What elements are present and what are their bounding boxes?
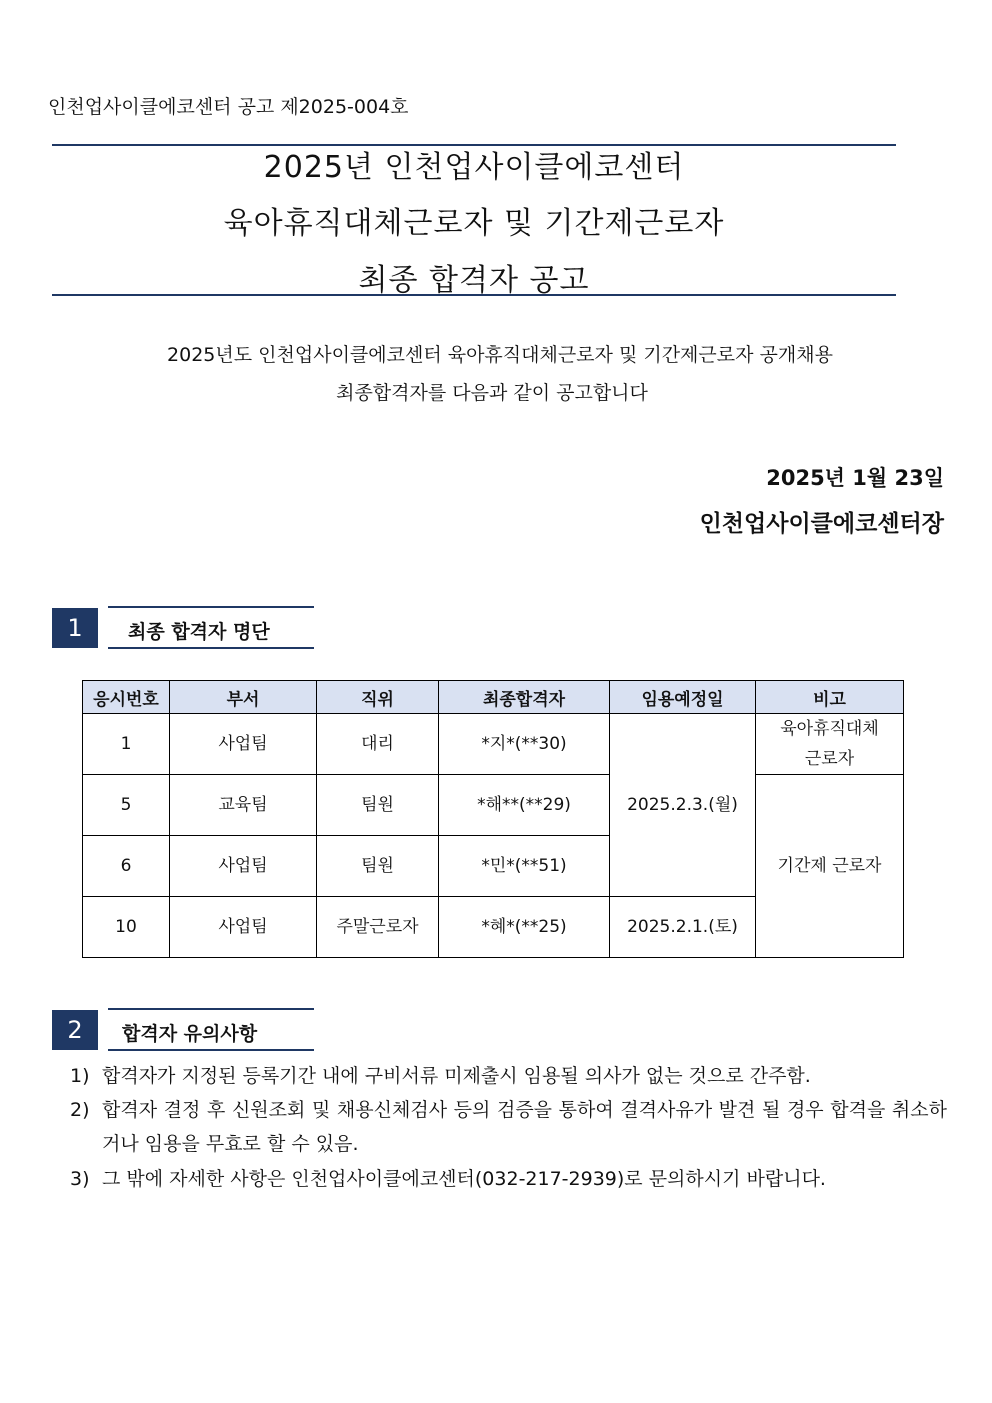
- intro-line-2: 최종합격자를 다음과 같이 공고합니다: [336, 382, 648, 404]
- section-2-title: 합격자 유의사항: [122, 1023, 258, 1045]
- note-number: 1): [70, 1065, 90, 1087]
- remark-line-1: 육아휴직대체: [780, 719, 879, 739]
- cell-position: 대리: [317, 714, 439, 775]
- cell-remark-group-2: 기간제 근로자: [756, 775, 904, 958]
- section-1-number: 1: [52, 608, 98, 648]
- title-line-2: 육아휴직대체근로자 및 기간제근로자: [223, 206, 725, 241]
- notice-date: 2025년 1월 23일: [766, 466, 944, 490]
- cell-department: 사업팀: [170, 836, 317, 897]
- title-line-3: 최종 합격자 공고: [358, 263, 590, 298]
- header-start-date: 임용예정일: [610, 681, 756, 714]
- cell-candidate: *민*(**51): [439, 836, 610, 897]
- notice-number: 인천업사이클에코센터 공고 제2025-004호: [48, 96, 409, 118]
- note-item-1: [70, 1059, 950, 1093]
- cell-position: 팀원: [317, 775, 439, 836]
- note-text: 그 밖에 자세한 사항은 인천업사이클에코센터(032-217-2939)로 문의하시기 바랍니다.: [102, 1168, 826, 1190]
- note-item-3: [70, 1162, 950, 1196]
- table-row: [83, 714, 904, 775]
- note-item-2: [70, 1093, 950, 1161]
- table-header-row: [83, 681, 904, 714]
- remark-line-2: 근로자: [804, 749, 855, 769]
- cell-applicant-no: 1: [83, 714, 170, 775]
- header-position: 직위: [317, 681, 439, 714]
- header-final-candidate: 최종합격자: [439, 681, 610, 714]
- cell-applicant-no: 10: [83, 897, 170, 958]
- section-2-rule-top: [108, 1008, 314, 1010]
- cell-position: 팀원: [317, 836, 439, 897]
- section-1-rule-top: [108, 606, 314, 608]
- cell-remark-group-1: [756, 714, 904, 775]
- cell-position: 주말근로자: [317, 897, 439, 958]
- note-text: 합격자가 지정된 등록기간 내에 구비서류 미제출시 임용될 의사가 없는 것으로 간주함.: [102, 1065, 811, 1087]
- cell-candidate: *해**(**29): [439, 775, 610, 836]
- cell-start-date-group-2: 2025.2.1.(토): [610, 897, 756, 958]
- section-1-title: 최종 합격자 명단: [128, 621, 270, 643]
- note-text: 합격자 결정 후 신원조회 및 채용신체검사 등의 검증을 통하여 결격사유가 발견 될 경우 합격을 취소하거나 임용을 무효로 할 수 있음.: [102, 1099, 947, 1155]
- cell-start-date-group-1: 2025.2.3.(월): [610, 714, 756, 897]
- note-number: 2): [70, 1099, 90, 1121]
- section-1-rule-bottom: [108, 647, 314, 649]
- intro-line-1: 2025년도 인천업사이클에코센터 육아휴직대체근로자 및 기간제근로자 공개채용: [167, 344, 833, 366]
- cell-candidate: *혜*(**25): [439, 897, 610, 958]
- header-remarks: 비고: [756, 681, 904, 714]
- cell-department: 사업팀: [170, 714, 317, 775]
- table-row: [83, 775, 904, 836]
- cell-candidate: *지*(**30): [439, 714, 610, 775]
- note-number: 3): [70, 1168, 90, 1190]
- cell-applicant-no: 6: [83, 836, 170, 897]
- final-candidates-table: [82, 680, 904, 958]
- section-2-number: 2: [52, 1010, 98, 1050]
- title-rule-bottom: [52, 294, 896, 296]
- section-2-rule-bottom: [108, 1049, 314, 1051]
- issuer: 인천업사이클에코센터장: [699, 511, 944, 537]
- header-applicant-no: 응시번호: [83, 681, 170, 714]
- header-department: 부서: [170, 681, 317, 714]
- cell-department: 교육팀: [170, 775, 317, 836]
- title-line-1: 2025년 인천업사이클에코센터: [263, 150, 685, 185]
- cell-applicant-no: 5: [83, 775, 170, 836]
- cell-department: 사업팀: [170, 897, 317, 958]
